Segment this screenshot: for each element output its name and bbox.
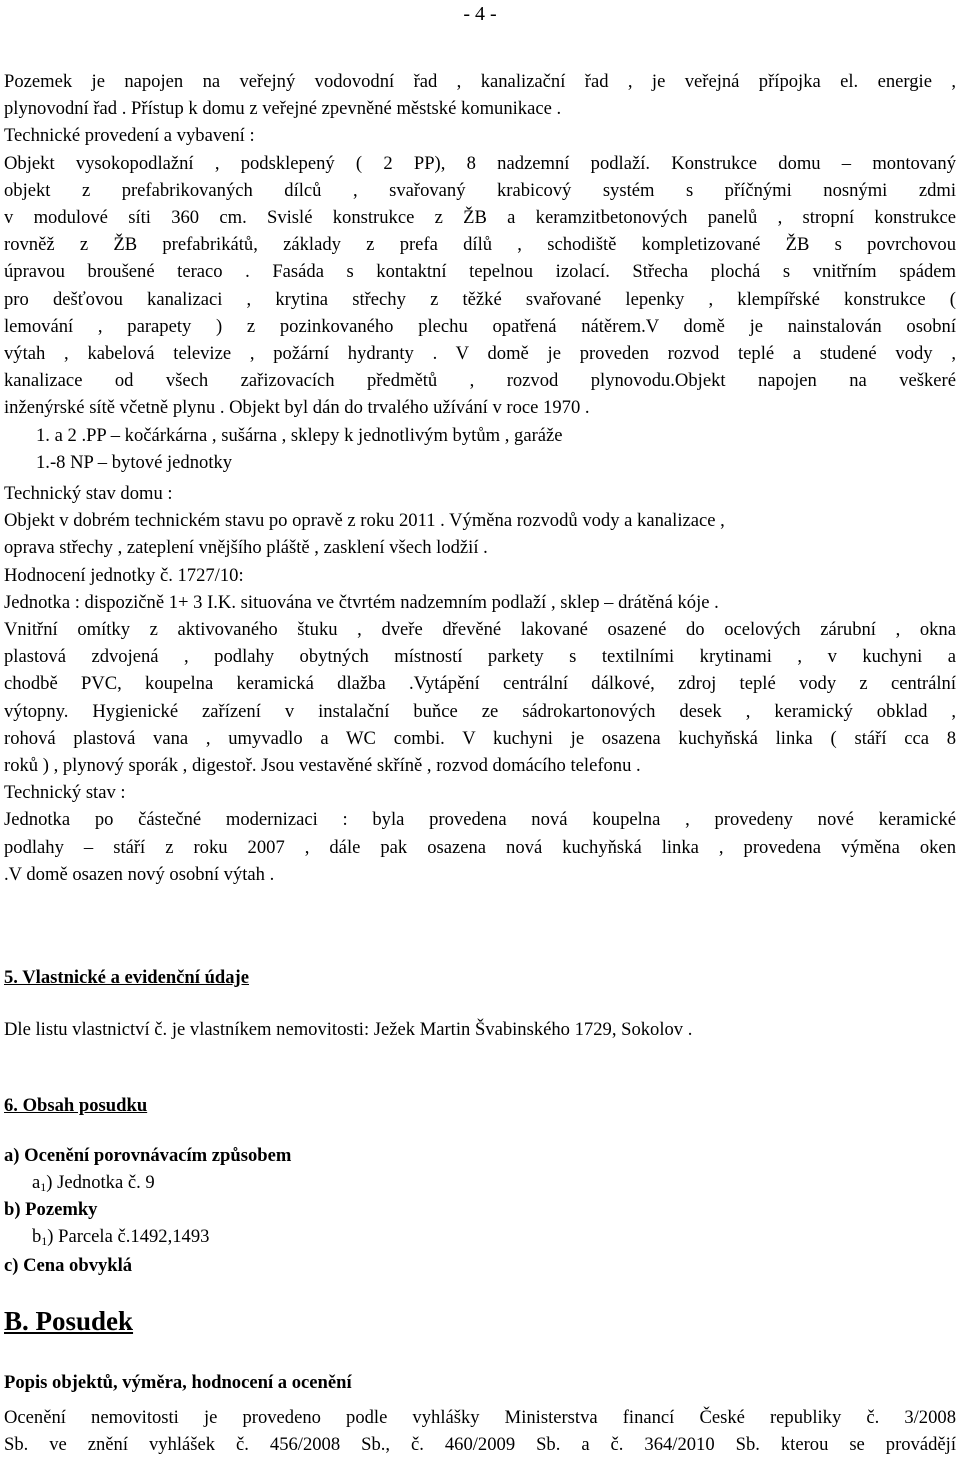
text-line: Pozemek je napojen na veřejný vodovodní řad , kanalizační řad , je veřejná přípojka el. energie , — [4, 71, 956, 92]
ownership-text: Dle listu vlastnictví č. je vlastníkem nemovitosti: Ježek Martin Švabinského 1729, Sokolov . — [4, 1019, 693, 1040]
text-line: Jednotka po částečné modernizaci : byla provedena nová koupelna , provedeny nové keramické — [4, 809, 956, 831]
text-line: Objekt vysokopodlažní , podsklepený ( 2 PP), 8 nadzemní podlaží. Konstrukce domu – montovaný — [4, 152, 956, 174]
text-line: inženýrské sítě včetně plynu . Objekt byl dán do trvalého užívání v roce 1970 . — [4, 397, 590, 419]
item-a1-text: ) Jednotka č. 9 — [46, 1172, 155, 1193]
section-6-heading: 6. Obsah posudku — [4, 1095, 148, 1116]
text-line: lemování , parapety ) z pozinkovaného plechu opatřená nátěrem.V domě je nainstalován osobní — [4, 315, 956, 337]
text-line: rohová plastová vana , umyvadlo a WC combi. V kuchyni je osazena kuchyňská linka ( stáří cca 8 — [4, 727, 956, 749]
text-line: v modulové síti 360 cm. Svislé konstrukce z ŽB a keramzitbetonových panelů , stropní konstrukce — [4, 207, 956, 229]
text-line: Technické provedení a vybavení : — [4, 125, 255, 147]
text-line: .V domě osazen nový osobní výtah . — [4, 863, 275, 885]
item-b1-sub: 1 — [41, 1234, 48, 1248]
text-line: výtopny. Hygienické zařízení v instalační buňce ze sádrokartonových desek , keramický obklad , — [4, 700, 956, 722]
text-line: Hodnocení jednotky č. 1727/10: — [4, 564, 244, 586]
section-b-text — [4, 1404, 956, 1458]
text-line: roků ) , plynový sporák , digestoř. Jsou vestavěné skříně , rozvod domácího telefonu . — [4, 755, 641, 777]
floor-line: 1.-8 NP – bytové jednotky — [36, 451, 233, 473]
text-line: výtah , kabelová televize , požární hydranty . V domě je proveden rozvod teplé a studené vody , — [4, 343, 956, 365]
item-c-title: c) Cena obvyklá — [4, 1255, 133, 1276]
section-5-heading: 5. Vlastnické a evidenční údaje — [4, 967, 250, 988]
text-line: rovněž z ŽB prefabrikátů, základy z prefa dílů , schodiště kompletizované ŽB s povrchovou — [4, 234, 956, 256]
text-line: Technický stav domu : — [4, 483, 173, 504]
text-line: úpravou broušené teraco . Fasáda s kontaktní tepelnou izolací. Střecha plochá s vnitřním spádem — [4, 261, 956, 283]
item-b1-text: ) Parcela č.1492,1493 — [47, 1226, 210, 1247]
item-a-title: a) Ocenění porovnávacím způsobem — [4, 1145, 292, 1166]
text-line: objekt z prefabrikovaných dílců , svařovaný krabicový systém s příčnými nosnými zdmi — [4, 179, 956, 201]
text-line: podlahy – stáří z roku 2007 , dále pak osazena nová kuchyňská linka , provedena výměna oken — [4, 836, 956, 858]
floor-line: 1. a 2 .PP – kočárkárna , sušárna , sklepy k jednotlivým bytům , garáže — [36, 424, 563, 446]
building-description — [4, 68, 956, 476]
text-line: Sb. ve znění vyhlášek č. 456/2008 Sb., č. 460/2009 Sb. a č. 364/2010 Sb. kterou se provádějí — [4, 1434, 956, 1456]
text-line: Jednotka : dispozičně 1+ 3 I.K. situována ve čtvrtém nadzemním podlaží , sklep – drátěná kóje . — [4, 591, 719, 613]
item-a1-prefix: a — [32, 1172, 41, 1193]
text-line: Ocenění nemovitosti je provedeno podle vyhlášky Ministerstva financí České republiky č. 3/2008 — [4, 1407, 956, 1428]
text-line: oprava střechy , zateplení vnějšího pláště , zasklení všech lodžií . — [4, 537, 488, 559]
item-a1 — [4, 1171, 960, 1195]
unit-description — [4, 480, 956, 888]
item-b1 — [4, 1225, 960, 1249]
text-line: pro dešťovou kanalizaci , krytina střechy z těžké svařované lepenky , klempířské konstrukce ( — [4, 288, 956, 310]
page-number: - 4 - — [463, 3, 497, 25]
text-line: Vnitřní omítky z aktivovaného štuku , dveře dřevěné lakované osazené do ocelových zárubní , okna — [4, 619, 956, 641]
text-line: Technický stav : — [4, 782, 126, 804]
text-line: plynovodní řad . Přístup k domu z veřejné zpevněné městské komunikace . — [4, 98, 562, 120]
text-line: plastová zdvojená , podlahy obytných místností parkety s textilními krytinami , v kuchyni a — [4, 646, 956, 668]
item-b-title: b) Pozemky — [4, 1199, 98, 1220]
text-line: chodbě PVC, koupelna keramická dlažba .Vytápění centrální dálkové, zdroj teplé vody z centrální — [4, 673, 956, 695]
section-b-title: B. Posudek — [4, 1306, 134, 1336]
item-b1-prefix: b — [32, 1226, 42, 1247]
text-line: kanalizace od všech zařizovacích předmětů , rozvod plynovodu.Objekt napojen na veškeré — [4, 370, 956, 392]
section-b-subtitle: Popis objektů, výměra, hodnocení a ocenění — [4, 1372, 352, 1393]
text-line: Objekt v dobrém technickém stavu po opravě z roku 2011 . Výměna rozvodů vody a kanalizace , — [4, 510, 725, 532]
item-a1-sub: 1 — [40, 1180, 47, 1194]
